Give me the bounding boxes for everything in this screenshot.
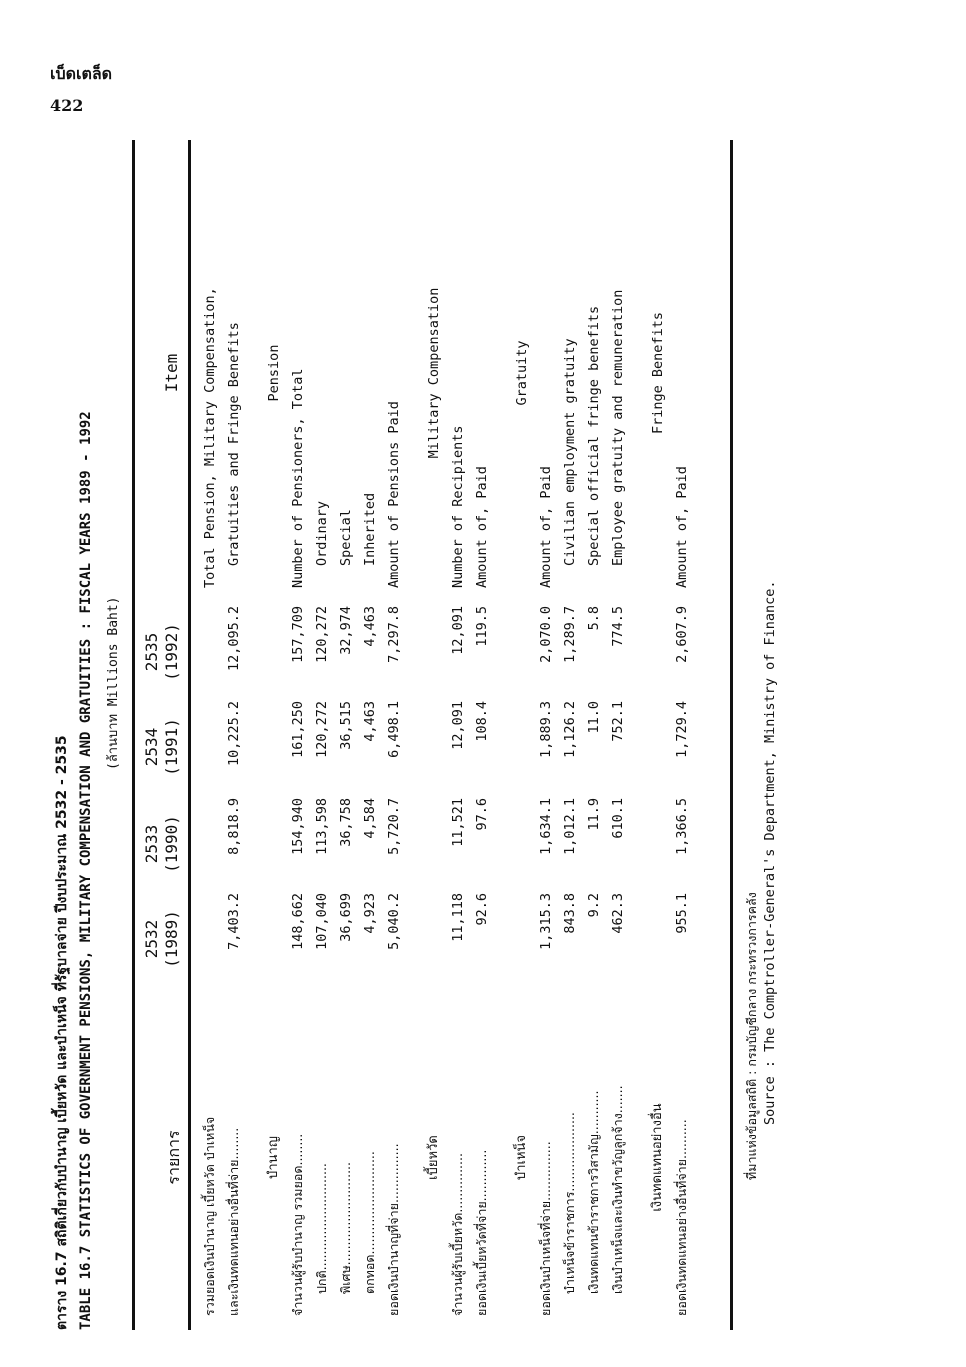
table-row: จำนวนผู้รับบำนาญ รวมยอด........ 148,662 154,940 161,250 157,709 Number of Pensioners, Total bbox=[290, 368, 306, 1316]
total-row-line1: รวมยอดเงินบำนาญ เบี้ยหวัด บำเหน็จ Total Pension, Military Compensation, bbox=[202, 287, 218, 1316]
table-row: ยอดเงินเบี้ยหวัดที่จ่าย............. 92.6 97.6 108.4 119.5 Amount of, Paid bbox=[474, 466, 490, 1316]
bottom-rule bbox=[730, 140, 733, 1330]
section-heading: เงินทดแทนอย่างอื่น Fringe Benefits bbox=[650, 312, 666, 1212]
total-row: และเงินทดแทนอย่างอื่นที่จ่าย........ 7,403.2 8,818.9 10,225.2 12,095.2 Gratuities and Fringe Benefits bbox=[226, 322, 242, 1316]
section-heading: บำนาญ Pension bbox=[266, 344, 282, 1179]
page-number: 422 bbox=[50, 96, 84, 115]
title-thai: ตาราง 16.7 สถิติเกี่ยวกับบำนาญ เบี้ยหวัด และบำเหน็จ ที่รัฐบาลจ่าย ปีงบประมาณ 2532 - 2535 bbox=[54, 735, 70, 1330]
table-row: ยอดเงินบำนาญที่จ่าย............... 5,040.2 5,720.7 6,498.1 7,297.8 Amount of Pensions Paid bbox=[386, 401, 402, 1316]
header-item-th: รายการ bbox=[164, 1130, 183, 1185]
page-header bbox=[50, 58, 112, 122]
title-english: TABLE 16.7 STATISTICS OF GOVERNMENT PENSIONS, MILITARY COMPENSATION AND GRATUITIES : FISCAL YEARS 1989 - 1992 bbox=[78, 411, 94, 1330]
header-year-1990: 2533 (1990) bbox=[142, 815, 181, 873]
table-row: ตกทอด.......................... 4,923 4,584 4,463 4,463 Inherited bbox=[362, 492, 378, 1294]
data-table bbox=[190, 140, 694, 1330]
running-title: เบ็ดเตล็ด bbox=[50, 64, 113, 83]
rotated-table-page bbox=[50, 140, 930, 1330]
table-title bbox=[50, 140, 98, 1330]
table-row: บำเหน็จข้าราชการ.................... 843.8 1,012.1 1,126.2 1,289.7 Civilian employment gratuity bbox=[562, 338, 578, 1294]
table-row: เงินทดแทนข้าราชการวิสามัญ........... 9.2 11.9 11.0 5.8 Special official fringe benefits bbox=[586, 305, 602, 1294]
header-year-1989: 2532 (1989) bbox=[142, 910, 181, 968]
column-header bbox=[142, 140, 186, 1330]
header-year-1992: 2535 (1992) bbox=[142, 623, 181, 681]
source-note bbox=[742, 140, 778, 1330]
header-year-1991: 2534 (1991) bbox=[142, 718, 181, 776]
table-row: จำนวนผู้รับเบี้ยหวัด............... 11,118 11,521 12,091 12,091 Number of Recipients bbox=[450, 425, 466, 1316]
table-row: ยอดเงินทดแทนอย่างอื่นที่จ่าย.......... 955.1 1,366.5 1,729.4 2,607.9 Amount of, Paid bbox=[674, 466, 690, 1316]
top-rule bbox=[132, 140, 135, 1330]
table-row: พิเศษ.......................... 36,699 36,758 36,515 32,974 Special bbox=[338, 509, 354, 1294]
section-heading: บำเหน็จ Gratuity bbox=[514, 340, 530, 1181]
section-heading: เบี้ยหวัด Military Compensation bbox=[426, 287, 442, 1180]
header-item-en: Item bbox=[162, 353, 181, 393]
source-english: Source : The Comptroller-General's Department, Ministry of Finance. bbox=[762, 580, 778, 1125]
unit-label: (ล้านบาท Millions Baht) bbox=[106, 596, 121, 770]
table-row: ปกติ........................... 107,040 113,598 120,272 120,272 Ordinary bbox=[314, 500, 330, 1294]
table-row: ยอดเงินบำเหน็จที่จ่าย............... 1,315.3 1,634.1 1,889.3 2,070.0 Amount of, Paid bbox=[538, 466, 554, 1316]
table-row: เงินบำเหน็จและเงินทำขวัญลูกจ้าง....... 462.3 610.1 752.1 774.5 Employee gratuity and remuneration bbox=[610, 289, 626, 1294]
source-thai: ที่มาแห่งข้อมูลสถิติ : กรมบัญชีกลาง กระทรวงการคลัง bbox=[744, 892, 759, 1180]
